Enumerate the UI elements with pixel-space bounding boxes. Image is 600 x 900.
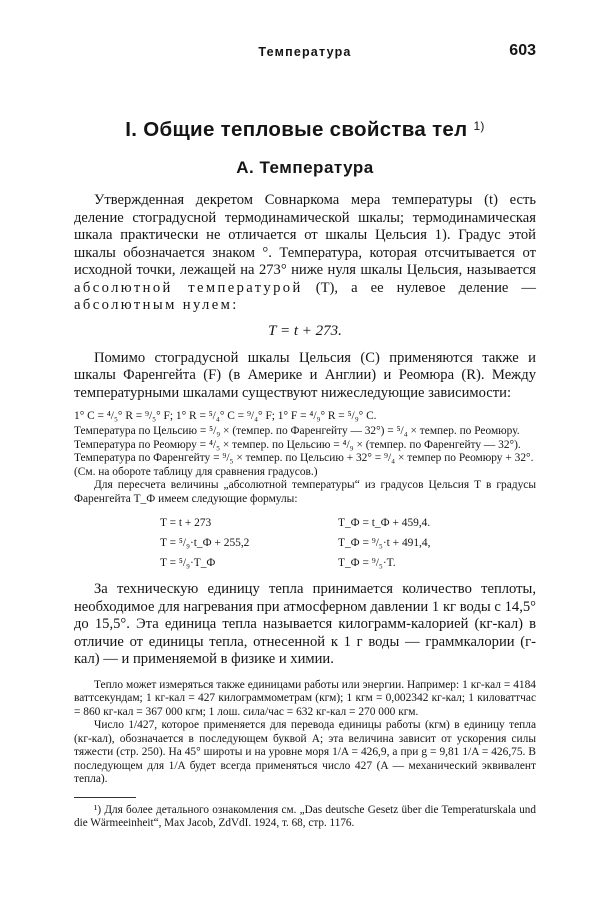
formula-l1: T = t + 273 bbox=[160, 517, 212, 529]
chapter-title bbox=[74, 118, 536, 142]
term-absolute-zero: абсолютным нулем: bbox=[74, 297, 239, 313]
para1-text: Утвержденная декретом Совнаркома мера температуры (t) есть деление стоградусной термодинамической шкалы; термодинамическая шкала практически не отличается от шкалы Цельсия 1). Градус этой шкалы обозначается знаком °. Температура, которая отсчитывается от исходной точки, лежащей на 273° ниже нуля шкалы Цельсия, называется bbox=[74, 192, 536, 278]
section-title: А. Температура bbox=[236, 158, 374, 177]
footnote-rule bbox=[74, 797, 136, 798]
scale-relations: 1° C = ⁴/₅° R = ⁹/₅° F; 1° R = ⁵/₄° C = ⁹/₄° F; 1° F = ⁴/₉° R = ⁵/₉° C. bbox=[74, 410, 377, 422]
formula-block bbox=[160, 514, 536, 573]
main-equation: T = t + 273. bbox=[268, 322, 342, 339]
page-number: 603 bbox=[509, 42, 536, 59]
paragraph-heat-unit: За техническую единицу тепла принимается количество теплоты, необходимое для нагревания при атмосферном давлении 1 кг воды с 14,5° до 15,5°. Эта единица тепла называется килограмм-калорией (кг-кал) в отличие от единицы тепла, отнесенной к 1 г воды — граммкалории (г-кал) — и применяемой в физике и химии. bbox=[74, 581, 536, 667]
running-head bbox=[74, 42, 536, 64]
formula-l3: T = ⁵/₉·T_Ф bbox=[160, 557, 216, 569]
paragraph-other-scales: Помимо стоградусной шкалы Цельсия (С) применяются также и шкалы Фаренгейта (F) (в Америке и Англии) и Реомюра (R). Между температурными шкалами существуют нижеследующие зависимости: bbox=[74, 349, 536, 401]
chapter-footnote-ref: 1) bbox=[473, 119, 485, 133]
formula-intro: Для пересчета величины „абсолютной температуры“ из градусов Цельсия T в градусы Фаренгейта T_Ф имеем следующие формулы: bbox=[74, 479, 536, 505]
footnote: ¹) Для более детального ознакомления см. „Das deutsche Gesetz über die Temperaturskala und die Wärmeeinheit“, Max Jacob, ZdVdI. 1924, т. 68, стр. 1176. bbox=[74, 803, 536, 829]
para1-mid: (T), а ее нулевое деление — bbox=[315, 279, 537, 296]
conversion-reaumur: Температура по Реомюру = ⁴/₅ × темпер. по Цельсию = ⁴/₉ × (темпер. по Фаренгейту — 32°). bbox=[74, 438, 521, 451]
formula-r2: T_Ф = ⁹/₅·t + 491,4, bbox=[338, 537, 431, 549]
paragraph-heat-work-units: Тепло может измеряться также единицами работы или энергии. Например: 1 кг-кал = 4184 ваттсекундам; 1 кг-кал = 427 килограммометрам (кгм); 1 кгм = 0,002342 кг-кал; 1 киловаттчас = 860 кг-кал = 367 000 кгм; 1 лош. сила/час = 632 кг-кал = 270 000 кгм. bbox=[74, 678, 536, 718]
formula-r3: T_Ф = ⁹/₅·T. bbox=[338, 557, 396, 569]
term-absolute-temperature: абсолютной температурой bbox=[74, 279, 303, 296]
paragraph-temperature-definition bbox=[74, 192, 536, 315]
paragraph-mechanical-equivalent: Число 1/427, которое применяется для перевода единицы работы (кгм) в единицу тепла (кг-кал), обозначается в последующем буквой A; эта величина зависит от ускорения силы тяжести (стр. 250). На 45° широты и на уровне моря 1/A = 426,9, а при g = 9,81 1/A = 426,75. В последующем для 1/A будет всегда применяться число 427 (A — механический эквивалент тепла). bbox=[74, 719, 536, 785]
chapter-title-text: I. Общие тепловые свойства тел bbox=[125, 118, 468, 141]
conversion-fahrenheit: Температура по Фаренгейту = ⁹/₅ × темпер. по Цельсию + 32° = ⁹/₄ × темпер по Реомюру + 32°. bbox=[74, 452, 534, 464]
running-title: Температура bbox=[258, 45, 352, 59]
formula-r1: T_Ф = t_Ф + 459,4. bbox=[338, 517, 431, 529]
conversion-celsius: Температура по Цельсию = ⁵/₉ × (темпер. по Фаренгейту — 32°) = ⁵/₄ × темпер. по Реомюру. bbox=[74, 425, 520, 437]
formula-l2: T = ⁵/₉·t_Ф + 255,2 bbox=[160, 537, 250, 549]
conversion-note: (См. на обороте таблицу для сравнения градусов.) bbox=[74, 465, 318, 478]
